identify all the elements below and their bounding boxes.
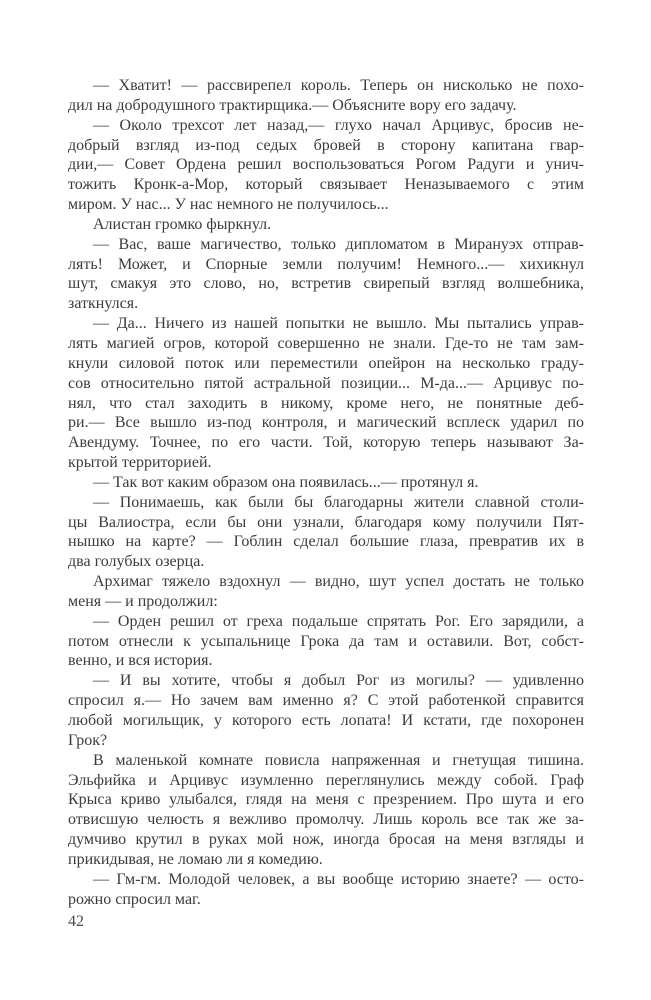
text-line: дии,— Совет Ордена решил воспользоваться Рогом Радуги и унич- — [68, 156, 584, 174]
text-line: шут, смакуя это слово, но, встретив свирепый взгляд волшебника, — [68, 275, 584, 293]
text-line: — Да... Ничего из нашей попытки не вышло. Мы пытались управ- — [93, 315, 584, 333]
text-line: спросил я.— Но зачем вам именно я? С этой работенкой справится — [68, 692, 584, 710]
text-line: тожить Кронк-а-Мор, который связывает Неназываемого с этим — [68, 176, 584, 194]
text-line: крытой территорией. — [68, 454, 212, 472]
paragraph — [68, 116, 584, 215]
text-line: прикидывая, не ломаю ли я комедию. — [68, 850, 323, 868]
text-line: Архимаг тяжело вздохнул — видно, шут успел достать не только — [93, 573, 584, 591]
text-line: — Так вот каким образом она появилась...— протянул я. — [93, 473, 479, 491]
text-line: добрый взгляд из-под седых бровей в сторону капитана гвар- — [68, 136, 584, 154]
paragraph — [68, 870, 584, 910]
text-line: миром. У нас... У нас немного не получилось... — [68, 196, 389, 214]
text-line: кнули силовой поток или переместили опейрон на несколько граду- — [68, 354, 584, 372]
paragraph — [68, 76, 584, 116]
text-line: — И вы хотите, чтобы я добыл Рог из могилы? — удивленно — [93, 672, 584, 690]
paragraph — [68, 473, 584, 493]
text-line: В маленькой комнате повисла напряженная и гнетущая тишина. — [93, 751, 584, 769]
text-line: — Гм-гм. Молодой человек, а вы вообще историю знаете? — осто- — [93, 870, 584, 888]
text-line: Эльфийка и Арцивус изумленно переглянулись между собой. Граф — [68, 771, 584, 789]
text-line: — Понимаешь, как были бы благодарны жители славной столи- — [93, 493, 584, 511]
text-line: Авендуму. Точнее, по его части. Той, которую теперь называют За- — [68, 434, 584, 452]
paragraph — [68, 493, 584, 572]
text-block — [68, 76, 584, 909]
text-line: — Хватит! — рассвирепел король. Теперь он нисколько не похо- — [93, 77, 584, 94]
text-line: отвисшую челюсть я вежливо промолчу. Лишь король все так же за- — [68, 811, 584, 829]
text-line: — Около трехсот лет назад,— глухо начал Арцивус, бросив не- — [93, 116, 584, 134]
text-line: любой могильщик, у которого есть лопата! И кстати, где похоронен — [68, 712, 584, 729]
paragraph — [68, 572, 584, 612]
text-line: два голубых озерца. — [68, 553, 205, 571]
text-line: Алистан громко фыркнул. — [93, 215, 272, 233]
text-line: Грок? — [68, 731, 108, 749]
text-line: дил на добродушного трактирщика.— Объясните вору его задачу. — [68, 96, 517, 114]
text-line: думчиво крутил в руках мой нож, иногда бросая на меня взгляды и — [68, 831, 584, 849]
text-line: цы Валиостра, если бы они узнали, благодаря кому получили Пят- — [68, 513, 584, 531]
text-line: лять! Может, и Спорные земли получим! Немного...— хихикнул — [68, 255, 584, 273]
paragraph — [68, 612, 584, 672]
text-line: — Орден решил от греха подальше спрятать Рог. Его зарядили, а — [93, 612, 584, 630]
text-line: Крыса криво улыбался, глядя на меня с презрением. Про шута и его — [68, 791, 584, 809]
paragraph — [68, 671, 584, 750]
text-line: ри.— Все вышло из-под контроля, и магический всплеск ударил по — [68, 414, 584, 432]
text-line: нышко на карте? — Гоблин сделал большие глаза, превратив их в — [68, 533, 584, 551]
paragraph — [68, 215, 584, 235]
text-line: заткнулся. — [68, 295, 139, 313]
page-number: 42 — [68, 913, 84, 930]
paragraph — [68, 235, 584, 314]
text-line: меня — и продолжил: — [68, 592, 218, 610]
text-line: — Вас, ваше магичество, только дипломатом в Мирануэх отправ- — [93, 235, 584, 253]
paragraph — [68, 314, 584, 473]
text-line: лять магией огров, которой совершенно не знали. Где-то не там зам- — [68, 334, 584, 352]
text-line: сов относительно пятой астральной позиции... М-да...— Арцивус по- — [68, 374, 584, 392]
text-line: венно, и вся история. — [68, 652, 213, 670]
text-line: нял, что стал заходить в никому, кроме него, не понятные деб- — [68, 394, 584, 412]
text-line: рожно спросил маг. — [68, 890, 201, 908]
paragraph — [68, 751, 584, 870]
text-line: потом отнесли к усыпальнице Грока да там и оставили. Вот, собст- — [68, 632, 584, 650]
